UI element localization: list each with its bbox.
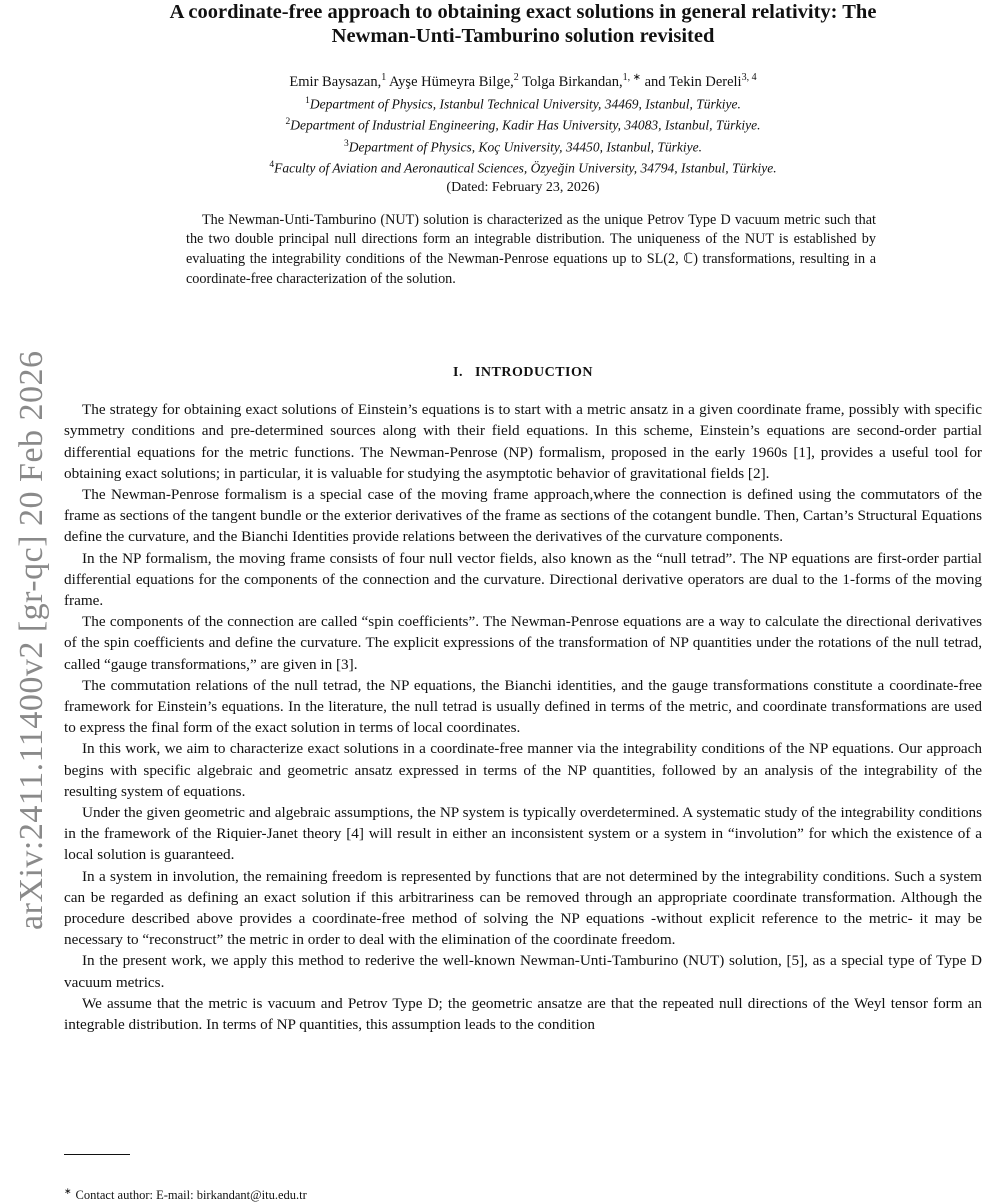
paragraph: The Newman-Penrose formalism is a special case of the moving frame approach,where the connection is defined using the commutators of the frame as sections of the tangent bundle or the exterior derivatives of the frame as sections of the cotangent bundle. Then, Cartan’s Structural Equations define the curvature, and the Bianchi Identities provide relations between the derivatives of the curvature components. — [64, 486, 982, 546]
author: Tolga Birkandan,$^{1, ∗}$ — [522, 72, 641, 90]
affiliation: $^4$Faculty of Aviation and Aeronautical Sciences, Özyeğin University, 34794, Istanbul, Türkiye. — [269, 160, 777, 176]
paragraph: In the NP formalism, the moving frame consists of four null vector fields, also known as the “null tetrad”. The NP equations are first-order partial differential equations for the components of the connection and the curvature. Directional derivative operators are dual to the 1-forms of the moving frame. — [64, 549, 982, 610]
footnote-divider — [64, 1154, 130, 1155]
paragraph: The commutation relations of the null tetrad, the NP equations, the Bianchi identities, and the gauge transformations constitute a coordinate-free framework for Einstein’s equations. In the literature, the null tetrad is usually defined in terms of the metric, and coordinate transformations are used to express the final form of the exact solution in terms of local coordinates. — [64, 676, 982, 737]
paper-page — [64, 0, 982, 1200]
section-number: I. — [453, 365, 463, 381]
author-list — [64, 68, 982, 92]
author: Ayşe Hümeyra Bilge,$^2$ — [389, 72, 519, 90]
paragraph: The strategy for obtaining exact solutions of Einstein’s equations is to start with a metric ansatz in a given coordinate frame, possibly with specific symmetry conditions and pre-determined sources along with their field equations. In this scheme, Einstein’s equations are second-order partial differential equations for the metric functions. The Newman-Penrose (NP) formalism, proposed in the early 1960s [1], provides a useful tool for obtaining exact solutions; in particular, it is valuable for studying the asymptotic behavior of gravitational fields [2]. — [64, 401, 982, 482]
paragraph: We assume that the metric is vacuum and Petrov Type D; the geometric ansatze are that the repeated null directions of the Weyl tensor form an integrable distribution. In terms of NP quantities, this assumption leads to the condition — [64, 994, 982, 1034]
paragraph: In this work, we aim to characterize exact solutions in a coordinate-free manner via the integrability conditions of the NP equations. Our approach begins with specific algebraic and geometric ansatz expressed in terms of the NP quantities, followed by an analysis of the integrability of the resulting system of equations. — [64, 740, 982, 800]
author: and Tekin Dereli$^{3, 4}$ — [644, 72, 757, 90]
section-heading — [64, 365, 982, 381]
section-title: INTRODUCTION — [474, 365, 593, 381]
title-line-2: Newman-Unti-Tamburino solution revisited — [331, 25, 715, 47]
paragraph: The components of the connection are called “spin coefficients”. The Newman-Penrose equations are a way to calculate the directional derivatives of the spin coefficients and define the curvature. The explicit expressions of the transformation of NP quantities under the rotations of the null tetrad, called “gauge transformations,” are given in [3]. — [64, 613, 982, 673]
paper-title — [64, 0, 982, 48]
introduction-body — [64, 399, 982, 1035]
abstract: The Newman-Unti-Tamburino (NUT) solution is characterized as the unique Petrov Type D vacuum metric such that the two double principal null directions form an integrable distribution. The uniqueness of the NUT is established by evaluating the integrability conditions of the Newman-Penrose equations up to SL(2, ℂ) transformations, resulting in a coordinate-free characterization of the solution. — [186, 211, 876, 287]
title-line-1: A coordinate-free approach to obtaining exact solutions in general relativity: The — [169, 1, 877, 23]
affiliation: $^3$Department of Physics, Koç University, 34450, Istanbul, Türkiye. — [344, 138, 702, 155]
arxiv-identifier: arXiv:2411.11400v2 [gr-qc] 20 Feb 2026 — [13, 350, 50, 930]
paragraph: Under the given geometric and algebraic assumptions, the NP system is typically overdetermined. A systematic study of the integrability conditions in the framework of the Riquier-Janet theory [4] will result in either an inconsistent system or a system in “involution” for which the existence of a local solution is guaranteed. — [64, 804, 982, 864]
paragraph: In a system in involution, the remaining freedom is represented by functions that are not determined by the integrability conditions. Such a system can be regarded as defining an exact solution if this arbitrariness can be removed through an appropriate coordinate transformation. Although the procedure described above provides a coordinate-free method of solving the NP equations -without explicit reference to the metric- it may be necessary to “reconstruct” the metric in order to deal with the elimination of the coordinate freedom. — [64, 867, 982, 949]
author: Emir Baysazan,$^1$ — [289, 72, 387, 90]
affiliation: $^2$Department of Industrial Engineering, Kadir Has University, 34083, Istanbul, Türkiye. — [285, 117, 761, 133]
dated-line: (Dated: February 23, 2026) — [446, 179, 600, 195]
affiliation: $^1$Department of Physics, Istanbul Technical University, 34469, Istanbul, Türkiye. — [305, 95, 741, 112]
paragraph: In the present work, we apply this method to rederive the well-known Newman-Unti-Tamburino (NUT) solution, [5], as a special type of Type D vacuum metrics. — [64, 952, 982, 991]
footnote: ∗ Contact author: E-mail: birkandant@itu.edu.tr — [64, 1186, 307, 1202]
